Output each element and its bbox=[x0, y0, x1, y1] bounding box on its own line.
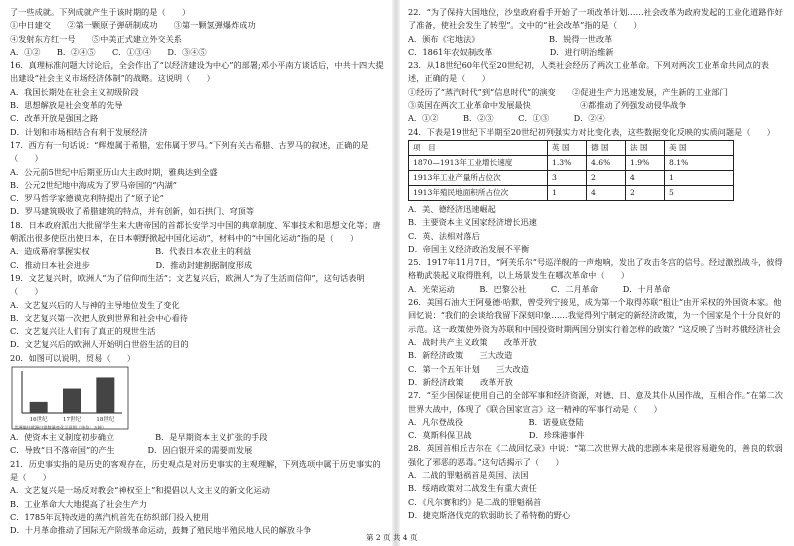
q26-option-b: B．新经济政策 三大改造 bbox=[408, 350, 513, 361]
q22-options-cd: C．1861年农奴制改革 D．进行明治维新 bbox=[408, 46, 614, 57]
table-row bbox=[409, 170, 734, 185]
q19-option-c: C．文艺复兴让人们有了真正的现世生活 bbox=[10, 326, 156, 337]
q17-option-c: C．罗马哲学家德谟克利特提出了“原子论” bbox=[10, 193, 164, 204]
table-cell: 4.6% bbox=[587, 155, 626, 170]
left-column bbox=[10, 6, 386, 537]
table-header-cell: 英 国 bbox=[548, 140, 587, 155]
table-cell: 1.3% bbox=[548, 155, 587, 170]
q28-stem: 28．英国首相丘吉尔在《二战回忆录》中说：“第二次世界大战的悲剧本来是很容易避免的，善良的软弱强化了邪恶的恶毒。”这句话揭示了（ ） bbox=[408, 443, 783, 467]
q21-option-b: B．工业革命大大地提高了社会生产力 bbox=[10, 498, 148, 509]
table-cell: 1 bbox=[548, 185, 587, 200]
q17-option-a: A．公元前5世纪中后期亚历山大主政时期，雅典达到全盛 bbox=[10, 166, 218, 177]
q17-stem: 17．西方有一句话说：“辉煌属于希腊，宏伟属于罗马。”下列有关古希腊、古罗马的叙述，正确的是（ ） bbox=[10, 139, 369, 164]
bar-0 bbox=[30, 402, 48, 413]
q23-items-2: ③英国在两次工业革命中发展最快 ④都推动了列强发动侵华战争 bbox=[408, 100, 687, 111]
table-cell: 1913年殖民地面积所占位次 bbox=[409, 185, 548, 200]
q22-stem: 22．“为了保持大国地位，沙皇政府看手开始了一项改革计划……社会改革为政府发起的工业化道路作好了准备，使社会发生了转型”。文中的“社会改革”指的是（ ） bbox=[408, 7, 783, 31]
table-header-cell: 美 国 bbox=[665, 140, 734, 155]
table-header-cell: 项 目 bbox=[409, 140, 548, 155]
q19-option-a: A．文艺复兴后的人与神的主导地位发生了变化 bbox=[10, 299, 180, 310]
q28-option-c: C．《凡尔赛和约》是二战的罪魁祸首 bbox=[408, 496, 542, 507]
q15-items-2: ④发射东方红一号 ⑤中美正式建立外交关系 bbox=[10, 33, 182, 44]
q18-options-cd: C．推动日本社会进步 D．推动封建割据制度形成 bbox=[10, 259, 253, 270]
page-footer: 第 2 页 共 4 页 bbox=[366, 533, 418, 542]
q20-options-ab: A．使资本主义制度初步确立 B．是早期资本主义扩张的手段 bbox=[10, 432, 268, 443]
q18-stem: 18．日本政府派出大批留学生来大唐帝国的首都长安学习中国的典章制度、军事技术和思想文化等；唐朝派出很多使臣出使日本，在日本朝野掀起中国化运动”，材料中的“中国化运动”指的是（ ） bbox=[10, 219, 381, 244]
table-cell: 1913年工业产量所占位次 bbox=[409, 170, 548, 185]
q19-option-b: B．文艺复兴第一次把人放到世界和社会中心看待 bbox=[10, 312, 188, 323]
table-cell: 3 bbox=[548, 170, 587, 185]
q27-options-cd: C．莫斯科保卫战 D．珍珠港事件 bbox=[408, 430, 585, 441]
q21-stem: 21．历史事实指的是历史的客观存在，历史观点是对历史事实的主观理解，下列选项中属于历史事实的是（ ） bbox=[10, 458, 381, 482]
table-cell: 4 bbox=[587, 185, 626, 200]
bar-2 bbox=[96, 377, 114, 413]
q28-option-d: D．捷克斯洛伐克的软弱助长了希特勒的野心 bbox=[408, 509, 571, 520]
q20-options-cd: C．导致“日不落帝国”的产生 D．因白银开采的需要而发展 bbox=[10, 445, 253, 456]
q21-option-c: C．1785年瓦特改进的蒸汽机首先在纺织部门投入使用 bbox=[10, 511, 210, 522]
q21-option-d: D．十月革命推动了国际无产阶级革命运动，鼓舞了殖民地半殖民地人民的解放斗争 bbox=[10, 525, 312, 536]
q17-option-b: B．公元2世纪地中海成为了罗马帝国的“内湖” bbox=[10, 179, 177, 190]
x-tick-label: 18世纪 bbox=[96, 417, 115, 424]
q24-option-a: A．美、德经济迅速崛起 bbox=[408, 203, 496, 214]
q25-stem: 25．1917年11月7日，“阿芙乐尔”号巡洋舰的一声炮响，发出了攻击冬宫的信号。经过激烈战斗，彼得格勒武装起义取得胜利，以上场景发生在哪次革命中（ ） bbox=[408, 257, 783, 281]
q28-option-b: B．绥靖政策对二战发生有重大责任 bbox=[408, 483, 537, 494]
q16-option-a: A．我国长期处在社会主义初级阶段 bbox=[10, 86, 139, 97]
table-cell: 2 bbox=[626, 185, 665, 200]
silver-bar-chart bbox=[10, 365, 130, 431]
table-cell: 5 bbox=[665, 185, 734, 200]
table-cell: 1.9% bbox=[626, 155, 665, 170]
q16-option-c: C．改革开放是强国之路 bbox=[10, 113, 99, 124]
q20-stem: 20．如图可以说明，贸易（ ） bbox=[10, 352, 136, 363]
chart-caption: 美洲输往欧洲白银数量变化示意图（单位：万吨） bbox=[14, 425, 107, 431]
table-cell: 1 bbox=[665, 170, 734, 185]
q26-option-a: A．战时共产主义政策 改革开放 bbox=[408, 337, 537, 348]
q24-table bbox=[408, 140, 734, 201]
q16-stem: 16．真理标准问题大讨论后，全会作出了“以经济建设为中心”的部署;邓小平南方谈话后，中共十四大提出建设“社会主义市场经济体制”的战略。这说明（ ） bbox=[10, 60, 384, 84]
table-cell: 8.1% bbox=[665, 155, 734, 170]
q24-option-c: C．英、法相对落后 bbox=[408, 230, 480, 241]
q17-option-d: D．罗马建筑吸收了希腊建筑的特点，并有创新，如石拱门、穹顶等 bbox=[10, 206, 255, 217]
q28-option-a: A．二战的罪魁祸首是英国、法国 bbox=[408, 470, 529, 481]
table-cell: 4 bbox=[626, 170, 665, 185]
q15-options: A．①② B．②④⑤ C．①③④ D．③④⑤ bbox=[10, 46, 207, 57]
q19-option-d: D．文艺复兴后的欧洲人开始明白世俗生活的目的 bbox=[10, 339, 189, 350]
q23-options: A．①② B．②③ C．①③ D．②④ bbox=[408, 113, 605, 124]
table-header-cell: 德 国 bbox=[587, 140, 626, 155]
right-column bbox=[408, 6, 784, 522]
table-header-row bbox=[409, 140, 734, 155]
bar-1 bbox=[63, 389, 81, 413]
q25-options: A．光荣运动 B．巴黎公社 C．二月革命 D．十月革命 bbox=[408, 283, 671, 294]
q16-option-b: B．思想解放是社会变革的先导 bbox=[10, 100, 123, 111]
table-row bbox=[409, 185, 734, 200]
q22-options-ab: A．颁布《宅地法》 B．锐得一世改革 bbox=[408, 33, 613, 44]
page-fold-shadow bbox=[392, 0, 400, 546]
table-row bbox=[409, 155, 734, 170]
q24-stem: 24．下表是19世纪下半期至20世纪初列强实力对比变化表，这些数据变化反映的实质问题是（ ） bbox=[408, 126, 775, 137]
q26-stem: 26．美国石油大王阿曼德·哈默，曾受列宁接见，成为第一个取得苏联“租让”由开采权的外国资本家。他回忆说：“我们的会谈给我留下深刻印象……我觉得列宁制定的新经济政策，为一个国家是个十分良好的示范。这一政策使外资为苏联和中国投资时期两国分别实行着怎样的政策？”这反映了当时苏俄经济社会 bbox=[408, 297, 782, 334]
q26-option-c: C．第一个五年计划 三大改造 bbox=[408, 363, 529, 374]
q27-options-ab: A．凡尔登战役 B．诺曼底登陆 bbox=[408, 416, 584, 427]
q21-option-a: A．文艺复兴是一场反对教会“神权至上”和提倡以人文主义的新文化运动 bbox=[10, 485, 270, 496]
q26-option-d: D．新经济政策 改革开放 bbox=[408, 376, 513, 387]
q15-stem-tail: 了一些成就。下列成就产生于该时期的是（ ） bbox=[10, 7, 191, 17]
q18-options-ab: A．造成幕府掌握实权 B．代表日本农业主的利益 bbox=[10, 246, 252, 257]
q19-stem: 19．文艺复兴时，欧洲人“为了信仰而生活”；文艺复兴后，欧洲人“为了生活而信仰”，这句话表明（ ） bbox=[10, 272, 365, 297]
q20-chart bbox=[10, 365, 386, 431]
table-header-cell: 法 国 bbox=[626, 140, 665, 155]
q23-items-1: ①经历了“蒸汽时代”到“信息时代”的演变 ②促进生产力迅速发展，产生新的工业部门 bbox=[408, 86, 728, 97]
q15-items-1: ①中日建交 ②第一颗原子弹研制成功 ③第一颗氢弹爆炸成功 bbox=[10, 20, 256, 31]
table-cell: 1870—1913年工业增长速度 bbox=[409, 155, 548, 170]
x-tick-label: 17世纪 bbox=[63, 417, 81, 424]
q16-option-d: D．计划和市场相结合有利于发展经济 bbox=[10, 126, 148, 137]
q24-option-d: D．帝国主义经济政治发展不平衡 bbox=[408, 243, 530, 254]
q23-stem: 23．从18世纪60年代至20世纪初，人类社会经历了两次工业革命。下列对两次工业革命共同点的表述，正确的是（ ） bbox=[408, 60, 769, 84]
table-cell: 2 bbox=[587, 170, 626, 185]
x-tick-label: 16世纪 bbox=[29, 417, 48, 424]
q24-option-b: B．主要资本主义国家经济增长迅速 bbox=[408, 217, 537, 228]
q27-stem: 27．“至少国保证使用自己的全部军事和经济资源，对德、日、意及其仆从国作战，互相合作。”在第二次世界大战中，体现了《联合国家宣言》这一精神的军事行动是（ ） bbox=[408, 390, 783, 414]
